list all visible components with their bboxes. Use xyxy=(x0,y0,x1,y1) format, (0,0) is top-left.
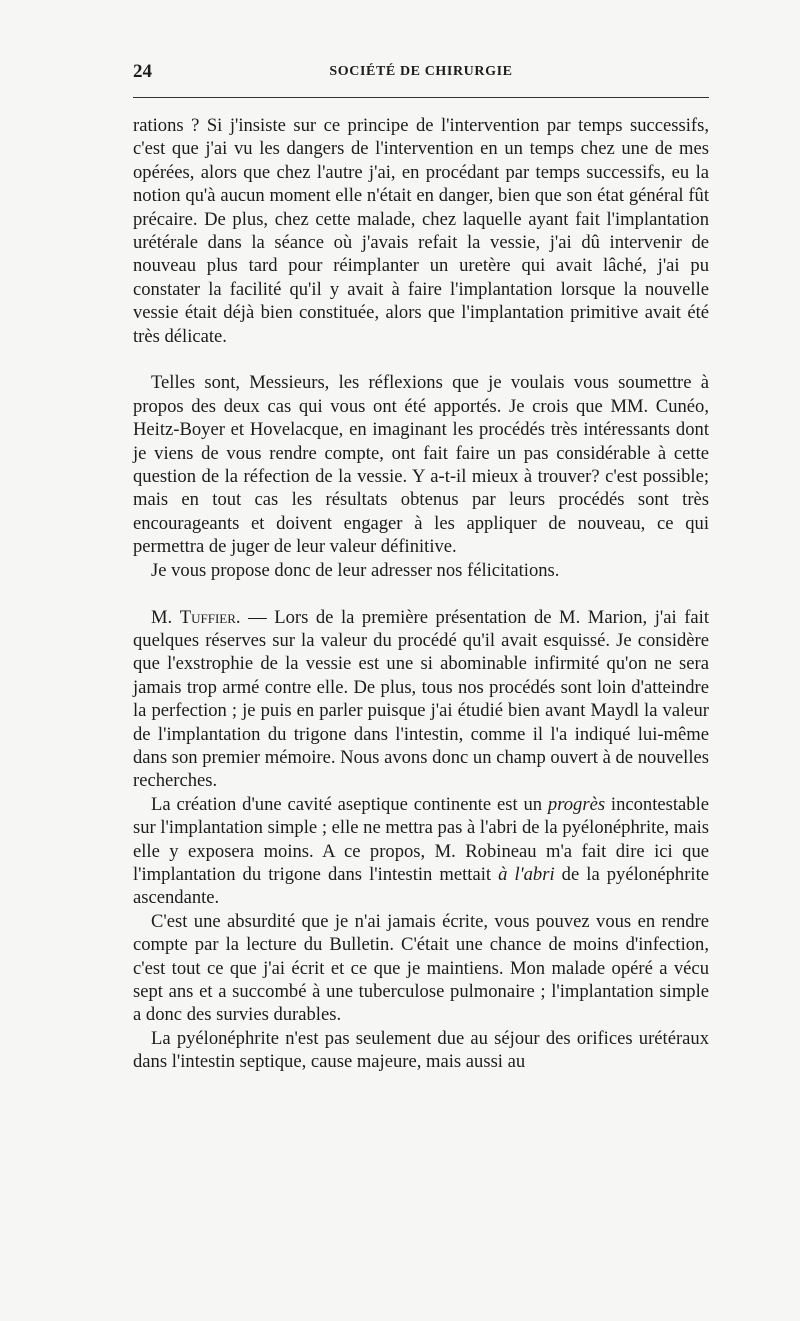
speaker-prefix: M. xyxy=(151,606,180,628)
italic-progres: progrès xyxy=(547,793,606,815)
running-title: SOCIÉTÉ DE CHIRURGIE xyxy=(329,64,513,79)
italic-a-labri: à l'abri xyxy=(498,863,555,885)
header-rule xyxy=(133,97,709,98)
paragraph-6: C'est une absurdité que je n'ai jamais écrite, vous pouvez vous en rendre compte par la lecture du Bulletin. C'était une chance de moins d'infection, c'est tout ce que j'ai écrit et ce que je maintiens. Mon malade opéré a vécu sept ans et a succombé à une tuberculose pulmonaire ; l'implantation simple a donc des survies durables. xyxy=(133,910,709,1026)
body-text xyxy=(133,114,709,1074)
paragraph-5-text-a: La création d'une cavité aseptique continente est un xyxy=(151,793,548,815)
paragraph-7: La pyélonéphrite n'est pas seulement due au séjour des orifices urétéraux dans l'intestin septique, cause majeure, mais aussi au xyxy=(133,1027,709,1073)
paragraph-5-text-c: de la pyélonéphrite ascendante. xyxy=(133,863,709,909)
page-number: 24 xyxy=(133,61,152,82)
paragraph-3: Je vous propose donc de leur adresser nos félicitations. xyxy=(151,559,560,581)
speaker-name: Tuffier. xyxy=(179,606,241,628)
paragraph-5-text-b: incontestable sur l'implantation simple ; elle ne mettra pas à l'abri de la pyélonéphrite, mais elle y exposera moins. A ce propos, M. Robineau m'a fait dire ici que l'implantation du trigone dans l'intestin mettait xyxy=(133,793,710,885)
paragraph-1: rations ? Si j'insiste sur ce principe de l'intervention par temps successifs, c'est que j'ai vu les dangers de l'intervention en un temps chez une de mes opérées, alors que chez l'autre j'ai, en procédant par temps successifs, eu la notion qu'à aucun moment elle n'était en danger, bien que son état général fût précaire. De plus, chez cette malade, chez laquelle ayant fait l'implantation urétérale dans la séance où j'avais refait la vessie, j'ai dû intervenir de nouveau plus tard pour réimplanter un uretère qui avait lâché, j'ai pu constater la facilité qu'il y avait à faire l'implantation lorsque la nouvelle vessie était déjà bien constituée, alors que l'implantation primitive avait été très délicate. xyxy=(133,115,709,347)
paragraph-5 xyxy=(133,793,709,910)
paragraph-4-text: — Lors de la première présentation de M. Marion, j'ai fait quelques réserves sur la valeur du procédé qu'il avait esquissé. Je considère que l'exstrophie de la vessie est une si abominable infirmité qu'on ne sera jamais trop armé contre elle. De plus, tous nos procédés sont loin d'atteindre la perfection ; je puis en parler puisque j'ai étudié bien avant Maydl la valeur de l'implantation du trigone dans l'intestin, comme il l'a indiqué lui-même dans son premier mémoire. Nous avons donc un champ ouvert à de nouvelles recherches. xyxy=(133,606,709,792)
paragraph-4 xyxy=(133,606,709,793)
page-header xyxy=(133,61,709,85)
paragraph-2: Telles sont, Messieurs, les réflexions que je voulais vous soumettre à propos des deux cas qui vous ont été apportés. Je crois que MM. Cunéo, Heitz-Boyer et Hovelacque, en imaginant les procédés très intéressants dont je viens de vous rendre compte, ont fait faire un pas considérable à cette question de la réfection de la vessie. Y a-t-il mieux à trouver? c'est possible; mais en tout cas les résultats obtenus par leurs procédés sont très encourageants et doivent engager à les appliquer de nouveau, ce qui permettra de juger de leur valeur définitive. xyxy=(133,372,709,558)
